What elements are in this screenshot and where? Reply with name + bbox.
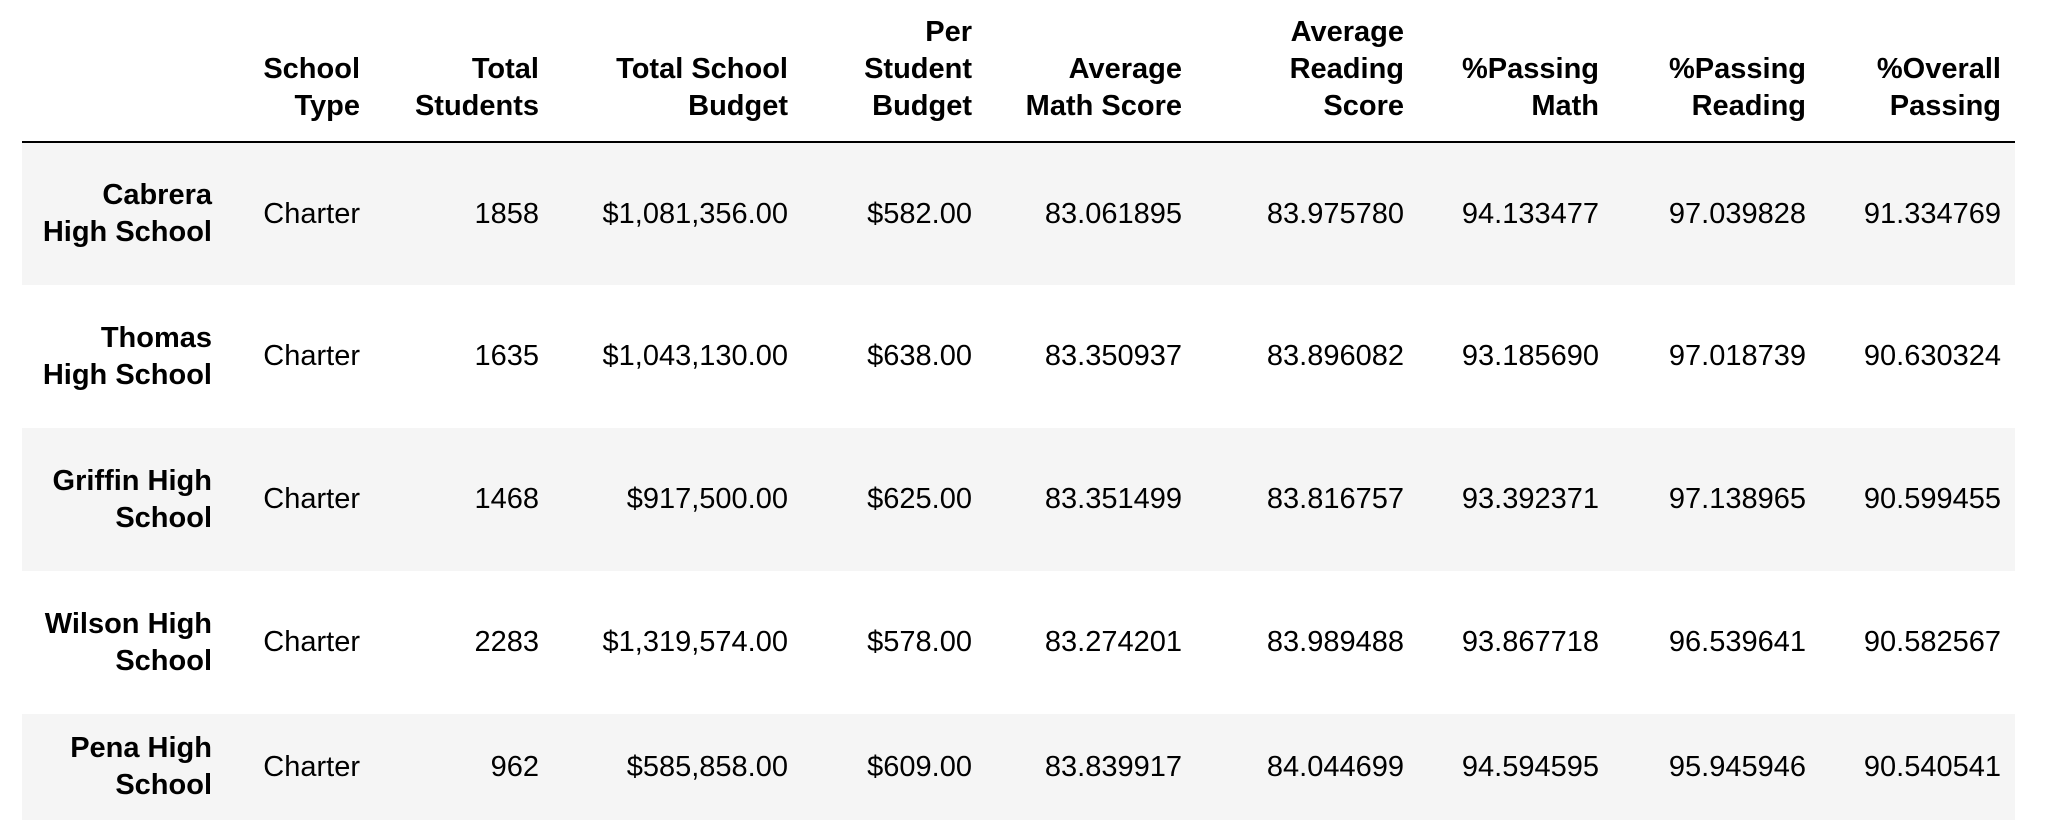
table-row	[22, 142, 2015, 285]
row-school-name: Wilson High School	[44, 607, 212, 677]
cell-average-reading: 83.816757	[1266, 483, 1404, 515]
column-header-per-student-budget: Per Student Budget	[802, 0, 986, 142]
cell-total-students: 1468	[474, 483, 539, 515]
cell-per-student-budget: $582.00	[867, 197, 972, 230]
column-header-average-reading-score: Average Reading Score	[1196, 0, 1418, 142]
dataframe-output	[22, 0, 2015, 820]
cell-average-reading: 83.989488	[1266, 626, 1404, 658]
table-row	[22, 571, 2015, 714]
cell-average-reading: 83.975780	[1266, 197, 1404, 230]
table-row	[22, 428, 2015, 571]
row-school-name: Thomas High School	[42, 321, 212, 391]
table-row	[22, 714, 2015, 820]
cell-passing-reading: 97.018739	[1668, 340, 1806, 372]
cell-passing-reading: 97.138965	[1668, 483, 1806, 515]
index-header	[22, 0, 226, 142]
column-header-overall-passing: %Overall Passing	[1820, 0, 2015, 142]
column-header-school-type: School Type	[226, 0, 374, 142]
cell-passing-math: 94.133477	[1461, 197, 1599, 230]
cell-passing-math: 93.867718	[1461, 626, 1599, 658]
row-school-name: Cabrera High School	[42, 179, 212, 248]
school-summary-table	[22, 0, 2015, 820]
column-header-passing-math: %Passing Math	[1418, 0, 1613, 142]
cell-total-students: 962	[490, 750, 539, 783]
cell-passing-reading: 97.039828	[1668, 197, 1806, 230]
cell-total-budget: $917,500.00	[626, 483, 788, 515]
cell-passing-math: 94.594595	[1461, 750, 1599, 783]
cell-total-budget: $1,043,130.00	[602, 340, 788, 372]
cell-per-student-budget: $578.00	[867, 626, 972, 658]
row-school-name: Pena High School	[70, 732, 212, 801]
cell-total-budget: $1,081,356.00	[602, 197, 788, 230]
row-school-name: Griffin High School	[52, 464, 212, 534]
cell-total-students: 1635	[474, 340, 539, 372]
column-header-passing-reading: %Passing Reading	[1613, 0, 1820, 142]
cell-passing-reading: 96.539641	[1668, 626, 1806, 658]
cell-per-student-budget: $609.00	[867, 750, 972, 783]
table-row	[22, 285, 2015, 428]
cell-passing-math: 93.185690	[1461, 340, 1599, 372]
cell-total-students: 1858	[474, 197, 539, 230]
cell-total-budget: $585,858.00	[626, 750, 788, 783]
cell-overall-passing: 90.599455	[1863, 483, 2001, 515]
cell-per-student-budget: $638.00	[867, 340, 972, 372]
cell-school-type: Charter	[263, 340, 360, 372]
cell-overall-passing: 90.582567	[1863, 626, 2001, 658]
column-header-total-students: Total Students	[374, 0, 553, 142]
cell-school-type: Charter	[263, 750, 360, 783]
cell-average-math: 83.350937	[1044, 340, 1182, 372]
cell-school-type: Charter	[263, 626, 360, 658]
cell-school-type: Charter	[263, 197, 360, 230]
cell-average-math: 83.351499	[1044, 483, 1182, 515]
cell-passing-math: 93.392371	[1461, 483, 1599, 515]
cell-average-math: 83.274201	[1044, 626, 1182, 658]
cell-average-reading: 84.044699	[1266, 750, 1404, 783]
cell-overall-passing: 91.334769	[1863, 197, 2001, 230]
header-row	[22, 0, 2015, 142]
cell-average-reading: 83.896082	[1266, 340, 1404, 372]
cell-average-math: 83.061895	[1044, 197, 1182, 230]
cell-per-student-budget: $625.00	[867, 483, 972, 515]
cell-school-type: Charter	[263, 483, 360, 515]
column-header-average-math-score: Average Math Score	[986, 0, 1196, 142]
cell-total-students: 2283	[474, 626, 539, 658]
column-header-total-school-budget: Total School Budget	[553, 0, 802, 142]
cell-overall-passing: 90.630324	[1863, 340, 2001, 372]
cell-total-budget: $1,319,574.00	[602, 626, 788, 658]
cell-average-math: 83.839917	[1044, 750, 1182, 783]
cell-passing-reading: 95.945946	[1668, 750, 1806, 783]
cell-overall-passing: 90.540541	[1863, 750, 2001, 783]
